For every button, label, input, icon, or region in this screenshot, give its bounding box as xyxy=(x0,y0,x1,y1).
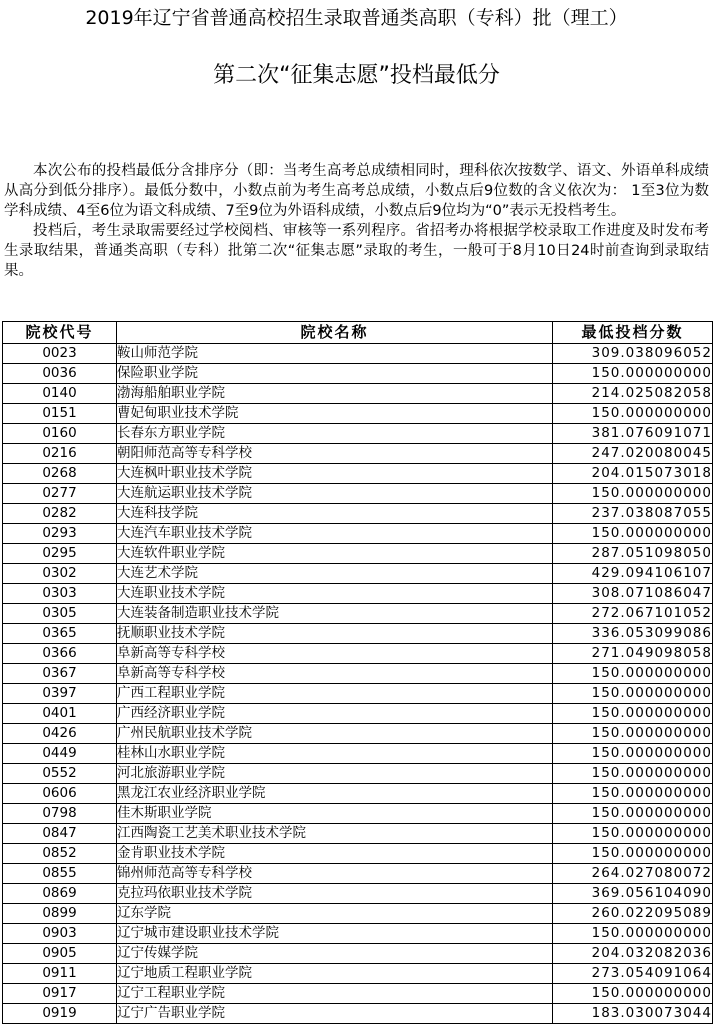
table-header-row xyxy=(3,322,713,344)
school-name-cell: 大连职业技术学院 xyxy=(117,584,553,604)
table-row xyxy=(3,504,713,524)
table-row xyxy=(3,724,713,744)
school-name-cell: 大连艺术学院 xyxy=(117,564,553,584)
table-row xyxy=(3,404,713,424)
table-row xyxy=(3,544,713,564)
table-row xyxy=(3,704,713,724)
min-score-cell: 150.000000000 xyxy=(553,764,713,784)
page-title: 2019年辽宁省普通高校招生录取普通类高职（专科）批（理工） xyxy=(85,7,628,29)
min-score-cell: 381.076091071 xyxy=(553,424,713,444)
school-code-cell: 0140 xyxy=(3,384,117,404)
table-row xyxy=(3,844,713,864)
table-row xyxy=(3,964,713,984)
table-row xyxy=(3,924,713,944)
table-row xyxy=(3,424,713,444)
min-score-cell: 287.051098050 xyxy=(553,544,713,564)
score-table xyxy=(2,321,713,1024)
school-name-cell: 大连科技学院 xyxy=(117,504,553,524)
table-row xyxy=(3,484,713,504)
min-score-cell: 150.000000000 xyxy=(553,984,713,1004)
school-code-cell: 0449 xyxy=(3,744,117,764)
min-score-cell: 260.022095089 xyxy=(553,904,713,924)
school-code-cell: 0293 xyxy=(3,524,117,544)
school-code-cell: 0852 xyxy=(3,844,117,864)
min-score-cell: 237.038087055 xyxy=(553,504,713,524)
school-name-cell: 大连枫叶职业技术学院 xyxy=(117,464,553,484)
min-score-cell: 150.000000000 xyxy=(553,524,713,544)
school-name-cell: 保险职业学院 xyxy=(117,364,553,384)
school-name-cell: 长春东方职业学院 xyxy=(117,424,553,444)
table-row xyxy=(3,884,713,904)
school-code-cell: 0302 xyxy=(3,564,117,584)
school-code-cell: 0305 xyxy=(3,604,117,624)
school-name-cell: 江西陶瓷工艺美术职业技术学院 xyxy=(117,824,553,844)
min-score-cell: 271.049098058 xyxy=(553,644,713,664)
school-name-cell: 河北旅游职业学院 xyxy=(117,764,553,784)
min-score-cell: 150.000000000 xyxy=(553,484,713,504)
school-name-cell: 辽宁城市建设职业技术学院 xyxy=(117,924,553,944)
school-code-cell: 0903 xyxy=(3,924,117,944)
school-name-cell: 金肯职业技术学院 xyxy=(117,844,553,864)
min-score-cell: 150.000000000 xyxy=(553,704,713,724)
school-name-cell: 广西经济职业学院 xyxy=(117,704,553,724)
table-row xyxy=(3,464,713,484)
school-code-cell: 0282 xyxy=(3,504,117,524)
school-name-cell: 渤海船舶职业学院 xyxy=(117,384,553,404)
table-row xyxy=(3,624,713,644)
school-code-cell: 0151 xyxy=(3,404,117,424)
school-name-cell: 大连软件职业学院 xyxy=(117,544,553,564)
school-code-cell: 0295 xyxy=(3,544,117,564)
min-score-cell: 336.053099086 xyxy=(553,624,713,644)
school-code-cell: 0365 xyxy=(3,624,117,644)
school-code-cell: 0023 xyxy=(3,344,117,364)
school-name-cell: 黑龙江农业经济职业学院 xyxy=(117,784,553,804)
min-score-cell: 308.071086047 xyxy=(553,584,713,604)
school-code-cell: 0847 xyxy=(3,824,117,844)
table-row xyxy=(3,1004,713,1024)
notes xyxy=(4,161,709,281)
school-code-cell: 0552 xyxy=(3,764,117,784)
school-name-cell: 广州民航职业技术学院 xyxy=(117,724,553,744)
school-code-cell: 0303 xyxy=(3,584,117,604)
min-score-cell: 150.000000000 xyxy=(553,784,713,804)
min-score-cell: 150.000000000 xyxy=(553,404,713,424)
min-score-cell: 150.000000000 xyxy=(553,924,713,944)
school-code-cell: 0367 xyxy=(3,664,117,684)
school-code-cell: 0426 xyxy=(3,724,117,744)
table-row xyxy=(3,604,713,624)
table-row xyxy=(3,564,713,584)
school-code-cell: 0397 xyxy=(3,684,117,704)
school-name-cell: 朝阳师范高等专科学校 xyxy=(117,444,553,464)
min-score-cell: 150.000000000 xyxy=(553,804,713,824)
school-code-cell: 0606 xyxy=(3,784,117,804)
school-name-cell: 阜新高等专科学校 xyxy=(117,644,553,664)
school-code-cell: 0855 xyxy=(3,864,117,884)
school-name-cell: 抚顺职业技术学院 xyxy=(117,624,553,644)
table-row xyxy=(3,444,713,464)
min-score-cell: 150.000000000 xyxy=(553,724,713,744)
school-name-cell: 辽宁广告职业学院 xyxy=(117,1004,553,1024)
school-code-cell: 0905 xyxy=(3,944,117,964)
header-school-name: 院校名称 xyxy=(117,322,553,344)
header-school-code: 院校代号 xyxy=(3,322,117,344)
school-code-cell: 0036 xyxy=(3,364,117,384)
min-score-cell: 247.020080045 xyxy=(553,444,713,464)
page-subtitle: 第二次“征集志愿”投档最低分 xyxy=(213,63,500,88)
min-score-cell: 369.056104090 xyxy=(553,884,713,904)
min-score-cell: 214.025082058 xyxy=(553,384,713,404)
school-name-cell: 锦州师范高等专科学校 xyxy=(117,864,553,884)
table-row xyxy=(3,684,713,704)
min-score-cell: 183.030073044 xyxy=(553,1004,713,1024)
school-code-cell: 0911 xyxy=(3,964,117,984)
min-score-cell: 264.027080072 xyxy=(553,864,713,884)
notes-paragraph-2: 投档后，考生录取需要经过学校阅档、审核等一系列程序。省招考办将根据学校录取工作进度及时发布考生录取结果，普通类高职（专科）批第二次“征集志愿”录取的考生，一般可于8月10日24时前查询到录取结果。 xyxy=(4,223,709,279)
table-row xyxy=(3,944,713,964)
header-min-score: 最低投档分数 xyxy=(553,322,713,344)
table-body xyxy=(3,344,713,1024)
min-score-cell: 204.015073018 xyxy=(553,464,713,484)
school-code-cell: 0160 xyxy=(3,424,117,444)
table-row xyxy=(3,984,713,1004)
school-name-cell: 桂林山水职业学院 xyxy=(117,744,553,764)
school-code-cell: 0899 xyxy=(3,904,117,924)
min-score-cell: 272.067101052 xyxy=(553,604,713,624)
min-score-cell: 150.000000000 xyxy=(553,364,713,384)
min-score-cell: 150.000000000 xyxy=(553,844,713,864)
school-name-cell: 阜新高等专科学校 xyxy=(117,664,553,684)
school-name-cell: 辽东学院 xyxy=(117,904,553,924)
school-name-cell: 曹妃甸职业技术学院 xyxy=(117,404,553,424)
table-row xyxy=(3,644,713,664)
school-name-cell: 广西工程职业学院 xyxy=(117,684,553,704)
table-row xyxy=(3,784,713,804)
table-row xyxy=(3,764,713,784)
school-name-cell: 鞍山师范学院 xyxy=(117,344,553,364)
school-code-cell: 0366 xyxy=(3,644,117,664)
min-score-cell: 429.094106107 xyxy=(553,564,713,584)
table-row xyxy=(3,364,713,384)
school-code-cell: 0869 xyxy=(3,884,117,904)
table-row xyxy=(3,804,713,824)
min-score-cell: 150.000000000 xyxy=(553,824,713,844)
school-name-cell: 辽宁工程职业学院 xyxy=(117,984,553,1004)
min-score-cell: 273.054091064 xyxy=(553,964,713,984)
table-row xyxy=(3,744,713,764)
min-score-cell: 150.000000000 xyxy=(553,744,713,764)
min-score-cell: 150.000000000 xyxy=(553,684,713,704)
school-name-cell: 辽宁地质工程职业学院 xyxy=(117,964,553,984)
school-name-cell: 大连航运职业技术学院 xyxy=(117,484,553,504)
min-score-cell: 309.038096052 xyxy=(553,344,713,364)
notes-paragraph-1: 本次公布的投档最低分含排序分（即：当考生高考总成绩相同时，理科依次按数学、语文、外语单科成绩从高分到低分排序）。最低分数中，小数点前为考生高考总成绩，小数点后9位数的含义依次为： 1至3位为数学科成绩、4至6位为语文科成绩、7至9位为外语科成绩，小数点后9位均为“0”表示无投档考生。 xyxy=(4,163,709,219)
school-name-cell: 克拉玛依职业技术学院 xyxy=(117,884,553,904)
school-code-cell: 0401 xyxy=(3,704,117,724)
school-code-cell: 0268 xyxy=(3,464,117,484)
school-code-cell: 0798 xyxy=(3,804,117,824)
table-row xyxy=(3,584,713,604)
school-name-cell: 大连装备制造职业技术学院 xyxy=(117,604,553,624)
school-code-cell: 0277 xyxy=(3,484,117,504)
table-row xyxy=(3,384,713,404)
min-score-cell: 204.032082036 xyxy=(553,944,713,964)
table-row xyxy=(3,664,713,684)
school-name-cell: 辽宁传媒学院 xyxy=(117,944,553,964)
school-code-cell: 0919 xyxy=(3,1004,117,1024)
school-code-cell: 0917 xyxy=(3,984,117,1004)
table-row xyxy=(3,344,713,364)
table-row xyxy=(3,524,713,544)
school-code-cell: 0216 xyxy=(3,444,117,464)
school-name-cell: 大连汽车职业技术学院 xyxy=(117,524,553,544)
table-row xyxy=(3,904,713,924)
school-name-cell: 佳木斯职业学院 xyxy=(117,804,553,824)
table-row xyxy=(3,864,713,884)
table-row xyxy=(3,824,713,844)
min-score-cell: 150.000000000 xyxy=(553,664,713,684)
